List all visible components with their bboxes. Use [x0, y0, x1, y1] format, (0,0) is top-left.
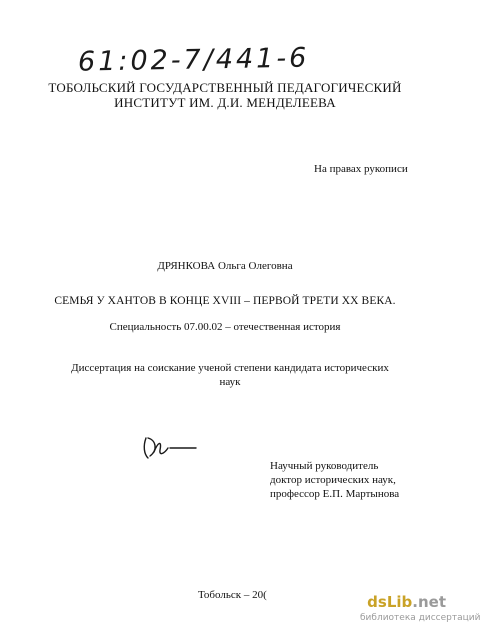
signature-mark	[140, 434, 200, 462]
supervisor-block	[270, 459, 399, 501]
dissertation-degree-statement	[50, 361, 410, 389]
handwritten-catalog-number: 61:02-7/441-6	[77, 42, 310, 78]
dslib-watermark	[360, 593, 480, 634]
supervisor-line-3: профессор Е.П. Мартынова	[270, 488, 400, 500]
rights-note: На правах рукописи	[314, 163, 408, 175]
watermark-brand-part-2: .net	[412, 593, 446, 611]
watermark-logo	[360, 594, 446, 611]
city-year: Тобольск – 20(	[198, 589, 267, 601]
degree-statement-line-1: Диссертация на соискание ученой степени кандидата исторических	[71, 362, 389, 374]
specialty-line: Специальность 07.00.02 – отечественная история	[109, 321, 341, 333]
watermark-caption: библиотека диссертаций	[360, 613, 480, 623]
author-name: ДРЯНКОВА Ольга Олеговна	[157, 260, 293, 272]
supervisor-line-2: доктор исторических наук,	[270, 474, 396, 486]
degree-statement-line-2: наук	[219, 376, 241, 388]
dissertation-title: СЕМЬЯ У ХАНТОВ В КОНЦЕ XVIII – ПЕРВОЙ ТРЕТИ XX ВЕКА.	[54, 295, 396, 307]
institution-line-1: ТОБОЛЬСКИЙ ГОСУДАРСТВЕННЫЙ ПЕДАГОГИЧЕСКИЙ	[48, 80, 402, 95]
watermark-brand-part-1: dsLib	[367, 593, 413, 611]
supervisor-line-1: Научный руководитель	[270, 460, 379, 472]
institution-line-2: ИНСТИТУТ ИМ. Д.И. МЕНДЕЛЕЕВА	[114, 95, 336, 110]
